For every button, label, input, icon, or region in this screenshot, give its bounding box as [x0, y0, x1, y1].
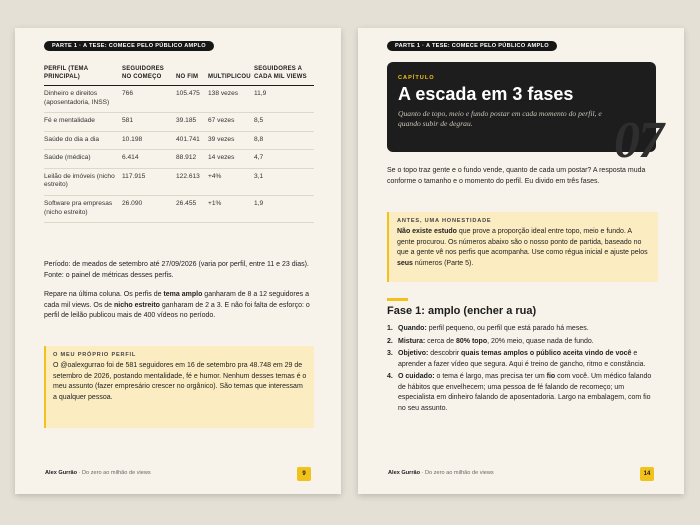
paragraph-text: Repare na última coluna. Os perfis de — [44, 291, 164, 298]
table-cell: 138 vezes — [208, 86, 254, 113]
footer-author — [45, 470, 151, 476]
chapter-number: 07 — [614, 112, 662, 169]
paragraph-text: ganharam de 8 a 12 seguidores a cada mil views. Os de — [44, 291, 309, 309]
table-cell: Fé e mentalidade — [44, 113, 122, 132]
table-row — [44, 150, 314, 169]
chapter-subtitle: Quanto de topo, meio e fundo postar em cada momento do perfil, e quando subir de degrau. — [398, 109, 602, 129]
item-emphasis: fio — [546, 373, 556, 380]
item-label: Mistura: — [398, 337, 426, 345]
list-item — [387, 324, 658, 335]
item-emphasis: 80% topo — [455, 337, 488, 345]
list-item — [387, 349, 658, 370]
table-cell: 26.090 — [122, 195, 176, 222]
item-text: cerca de — [425, 337, 456, 345]
item-label: Objetivo: — [398, 350, 429, 357]
book-title: · Do zero ao milhão de views — [421, 470, 494, 476]
item-text: , 20% meio, quase nada de fundo. — [487, 337, 594, 345]
item-text: perfil pequeno, ou perfil que está parado há meses. — [426, 325, 589, 332]
callout-emphasis: seus — [397, 259, 413, 267]
table-row — [44, 195, 314, 222]
table-cell: +4% — [208, 168, 254, 195]
item-text: e aprender a fazer vídeo que segura. Aqui é treino de gancho, ritmo e constância. — [398, 350, 646, 368]
item-text: descobrir — [428, 350, 462, 357]
item-number: 3. — [387, 350, 393, 357]
table-cell: 10.198 — [122, 131, 176, 150]
callout-body: O @oalexgurrao foi de 581 seguidores em 16 de setembro pra 48.748 em 29 de setembro de 2026, postando mentalidade, fé e humor. Nenhum desses temas é o meu assunto (fazer empresário crescer no orgânico). São temas que interessam a qualquer pessoa. — [53, 362, 307, 401]
table-cell: 88.912 — [176, 150, 208, 169]
table-cell: Software pra empresas (nicho estreito) — [44, 195, 122, 222]
profile-callout — [44, 346, 314, 428]
callout-emphasis: Não existe estudo — [397, 228, 457, 235]
item-label: Quando: — [398, 325, 427, 332]
item-number: 2. — [387, 337, 393, 345]
period-text: Período: de meados de setembro até 27/09/2026 (varia por perfil, entre 11 e 23 dias). Fonte: o painel de métricas desses perfis. — [44, 261, 309, 279]
item-text: o tema é largo, mas precisa ter um — [434, 373, 547, 380]
left-page — [15, 28, 341, 494]
chapter-label: CAPÍTULO — [398, 75, 435, 81]
page-footer — [388, 467, 654, 481]
table-row — [44, 113, 314, 132]
table-cell: 67 vezes — [208, 113, 254, 132]
page-footer — [45, 467, 311, 481]
table-row — [44, 86, 314, 113]
table-cell: Dinheiro e direitos (aposentadoria, INSS) — [44, 86, 122, 113]
table-cell: 14 vezes — [208, 150, 254, 169]
table-cell: +1% — [208, 195, 254, 222]
table-cell: 11,9 — [254, 86, 314, 113]
section-label: PARTE 1 · A TESE: COMECE PELO PÚBLICO AMPLO — [387, 41, 557, 51]
item-number: 4. — [387, 373, 393, 380]
table-cell: 6.414 — [122, 150, 176, 169]
author-name: Alex Gurrão — [45, 470, 78, 476]
table-row — [44, 131, 314, 150]
list-item — [387, 337, 658, 348]
footer-author — [388, 470, 494, 476]
column-header: SEGUIDORES NO COMEÇO — [122, 64, 176, 86]
metrics-table — [44, 64, 314, 223]
column-header: MULTIPLICOU — [208, 64, 254, 86]
table-cell: 3,1 — [254, 168, 314, 195]
paragraph-emphasis: tema amplo — [163, 291, 203, 298]
right-page — [358, 28, 684, 494]
table-cell: 766 — [122, 86, 176, 113]
honesty-callout — [387, 212, 658, 282]
callout-label: O MEU PRÓPRIO PERFIL — [53, 352, 137, 358]
section-label: PARTE 1 · A TESE: COMECE PELO PÚBLICO AMPLO — [44, 41, 214, 51]
table-cell: 4,7 — [254, 150, 314, 169]
page-number: 9 — [297, 467, 311, 481]
paragraph-text: ganharam de 2 a 3. E não foi falta de esforço: o perfil de leilão publicou mais de 400 vídeos no período. — [44, 301, 310, 319]
table-cell: Saúde (médica) — [44, 150, 122, 169]
table-row — [44, 168, 314, 195]
column-header: NO FIM — [176, 64, 208, 86]
list-item — [387, 372, 658, 414]
table-cell: 105.475 — [176, 86, 208, 113]
callout-body — [397, 227, 650, 269]
analysis-paragraph — [44, 290, 314, 322]
table-cell: Leilão de imóveis (nicho estreito) — [44, 168, 122, 195]
item-emphasis: quais temas amplos o público aceita vindo de você — [461, 350, 632, 357]
column-header: SEGUIDORES A CADA MIL VIEWS — [254, 64, 314, 86]
table-cell: 39 vezes — [208, 131, 254, 150]
table-cell: Saúde do dia a dia — [44, 131, 122, 150]
author-name: Alex Gurrão — [388, 470, 421, 476]
chapter-header — [387, 62, 662, 169]
table-cell: 581 — [122, 113, 176, 132]
item-text: com você. Um médico falando de hábitos que envelhecem; uma pessoa de fé falando de recomeço; um especialista em dinheiro falando de aposentadoria. Largo na embalagem, com fio no seu assunto. — [398, 373, 652, 412]
phase-heading: Fase 1: amplo (encher a rua) — [387, 305, 537, 317]
book-title: · Do zero ao milhão de views — [78, 470, 151, 476]
intro-paragraph: Se o topo traz gente e o fundo vende, quanto de cada um postar? A resposta muda conforme o tamanho e o momento do perfil. Eu divido em três fases. — [387, 167, 646, 185]
table-cell: 122.613 — [176, 168, 208, 195]
table-cell: 401.741 — [176, 131, 208, 150]
table-cell: 1,9 — [254, 195, 314, 222]
callout-text: números (Parte 5). — [412, 259, 474, 267]
table-header-row — [44, 64, 314, 86]
phase-list — [387, 324, 658, 416]
chapter-title: A escada em 3 fases — [398, 84, 574, 104]
item-number: 1. — [387, 325, 393, 332]
table-cell: 8,5 — [254, 113, 314, 132]
table-cell: 39.185 — [176, 113, 208, 132]
item-label: O cuidado: — [398, 373, 435, 380]
page-number: 14 — [640, 467, 654, 481]
heading-accent-bar — [387, 298, 408, 301]
table-cell: 8,8 — [254, 131, 314, 150]
table-cell: 26.455 — [176, 195, 208, 222]
table-cell: 117.915 — [122, 168, 176, 195]
callout-label: ANTES, UMA HONESTIDADE — [397, 218, 492, 224]
callout-text: que prove a proporção ideal entre topo, meio e fundo. A gente procurou. Os números abaixo são o nosso ponto de partida, baseado no que a gente vê nos perfis que acompanha. Use como régua inicial e ajuste pelos — [397, 228, 648, 256]
column-header: PERFIL (TEMA PRINCIPAL) — [44, 64, 122, 86]
paragraph-emphasis: nicho estreito — [114, 301, 160, 309]
